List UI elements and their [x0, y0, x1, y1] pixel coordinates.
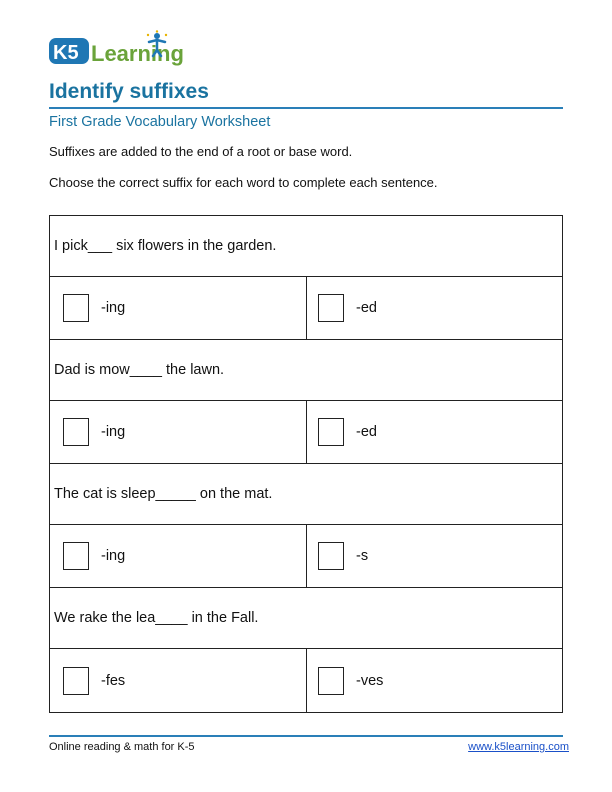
answer-checkbox[interactable] — [318, 294, 344, 322]
page-subtitle: First Grade Vocabulary Worksheet — [49, 114, 271, 130]
suffix-label: -s — [356, 548, 369, 564]
logo-k5-text: K5 — [53, 42, 79, 64]
answer-checkbox[interactable] — [318, 667, 344, 695]
answer-row — [50, 401, 562, 464]
suffix-label: -ing — [101, 548, 126, 564]
question-sentence: We rake the lea____ in the Fall. — [50, 588, 562, 649]
question-sentence: Dad is mow____ the lawn. — [50, 340, 562, 401]
question-sentence: The cat is sleep_____ on the mat. — [50, 464, 562, 525]
suffix-label: -fes — [101, 672, 126, 689]
answer-option[interactable] — [50, 401, 306, 463]
title-divider — [49, 107, 563, 109]
footer-divider — [49, 735, 563, 737]
intro-text-1: Suffixes are added to the end of a root or base word. — [49, 144, 353, 159]
question-table — [49, 215, 563, 713]
answer-row — [50, 525, 562, 588]
answer-row — [50, 277, 562, 340]
suffix-label: -ves — [356, 672, 384, 689]
answer-checkbox[interactable] — [318, 418, 344, 446]
footer-website-link[interactable]: www.k5learning.com — [468, 741, 569, 753]
answer-option[interactable] — [50, 277, 306, 339]
answer-option[interactable] — [306, 525, 562, 587]
answer-option[interactable] — [50, 525, 306, 587]
answer-checkbox[interactable] — [63, 418, 89, 446]
logo-learning-text: Learning — [91, 41, 184, 66]
page-title: Identify suffixes — [49, 80, 209, 103]
answer-checkbox[interactable] — [318, 542, 344, 570]
answer-option[interactable] — [306, 401, 562, 463]
answer-option[interactable] — [50, 649, 306, 712]
question-sentence: I pick___ six flowers in the garden. — [50, 216, 562, 277]
suffix-label: -ed — [356, 300, 377, 316]
answer-checkbox[interactable] — [63, 294, 89, 322]
suffix-label: -ing — [101, 424, 126, 440]
intro-text-2: Choose the correct suffix for each word to complete each sentence. — [49, 175, 438, 190]
suffix-label: -ed — [356, 424, 377, 440]
suffix-label: -ing — [101, 300, 126, 316]
answer-checkbox[interactable] — [63, 542, 89, 570]
answer-option[interactable] — [306, 649, 562, 712]
answer-option[interactable] — [306, 277, 562, 339]
k5-learning-logo — [49, 30, 199, 70]
answer-row — [50, 649, 562, 712]
answer-checkbox[interactable] — [63, 667, 89, 695]
footer-tagline: Online reading & math for K-5 — [49, 741, 195, 753]
